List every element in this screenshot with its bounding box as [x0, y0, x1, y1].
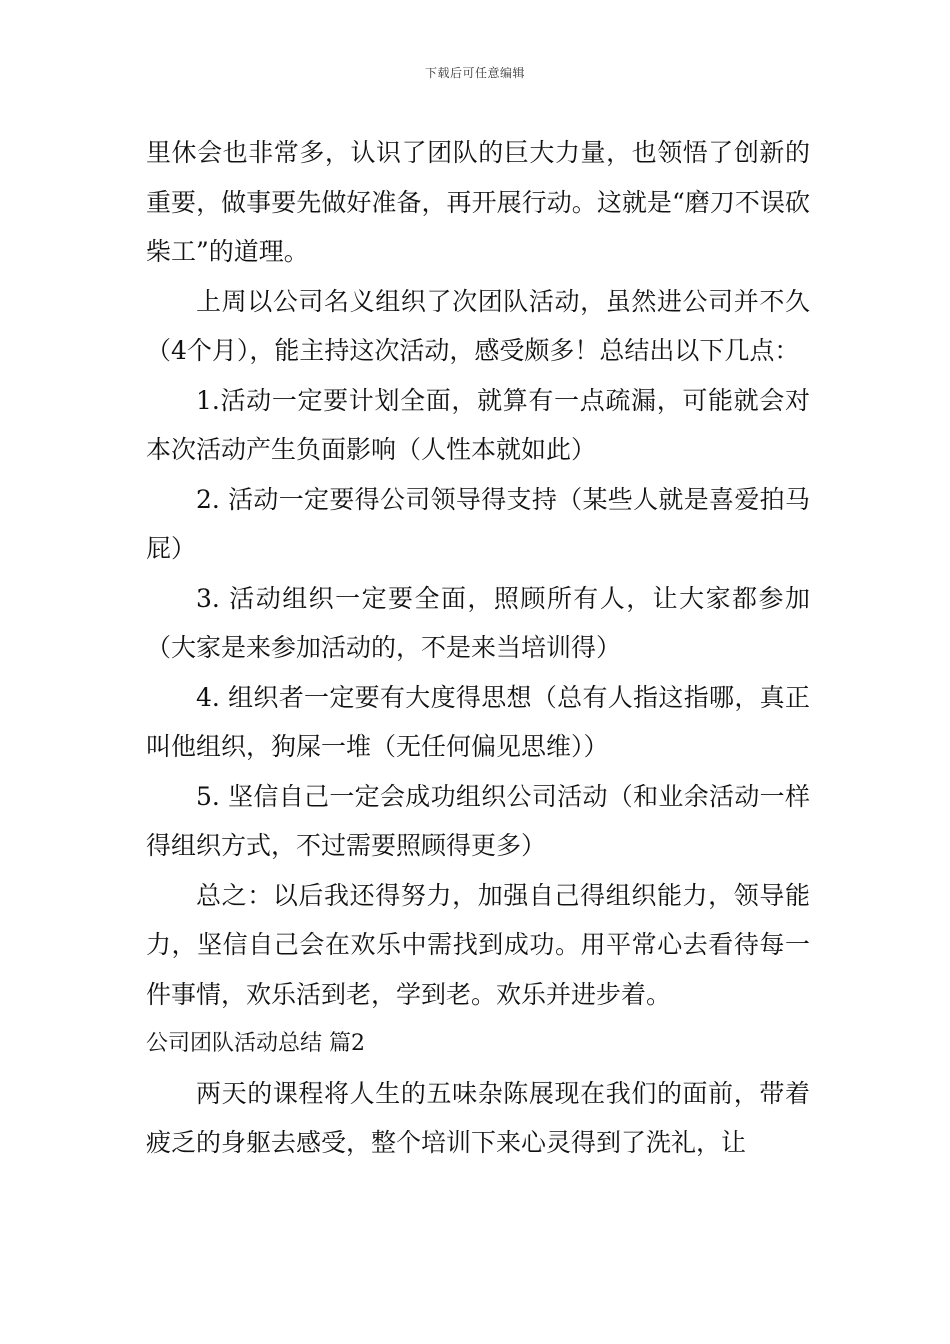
- list-item-2: 2. 活动一定要得公司领导得支持（某些人就是喜爱拍马屁）: [146, 484, 810, 563]
- paragraph-section-2: 两天的课程将人生的五味杂陈展现在我们的面前，带着疲乏的身躯去感受，整个培训下来心灵得到了洗礼，让: [146, 1078, 810, 1157]
- list-item-1: 1.活动一定要计划全面，就算有一点疏漏，可能就会对本次活动产生负面影响（人性本就如此）: [146, 385, 810, 464]
- page-header: 下载后可任意编辑: [424, 66, 525, 80]
- paragraph-intro: 上周以公司名义组织了次团队活动，虽然进公司并不久（4个月），能主持这次活动，感受颇多！总结出以下几点：: [146, 286, 810, 365]
- paragraph-continuation: 里休会也非常多，认识了团队的巨大力量，也领悟了创新的重要，做事要先做好准备，再开展行动。这就是“磨刀不误砍柴工”的道理。: [146, 138, 810, 266]
- section-heading: 公司团队活动总结 篇2: [146, 1031, 365, 1056]
- list-item-5: 5. 坚信自己一定会成功组织公司活动（和业余活动一样得组织方式，不过需要照顾得更多）: [146, 781, 810, 860]
- paragraph-summary: 总之：以后我还得努力，加强自己得组织能力，领导能力，坚信自己会在欢乐中需找到成功。用平常心去看待每一件事情，欢乐活到老，学到老。欢乐并进步着。: [146, 880, 810, 1009]
- list-item-3: 3. 活动组织一定要全面，照顾所有人，让大家都参加（大家是来参加活动的，不是来当培训得）: [146, 583, 810, 662]
- document-body: [146, 128, 810, 1168]
- list-item-4: 4. 组织者一定要有大度得思想（总有人指这指哪，真正叫他组织，狗屎一堆（无任何偏见思维））: [146, 682, 810, 761]
